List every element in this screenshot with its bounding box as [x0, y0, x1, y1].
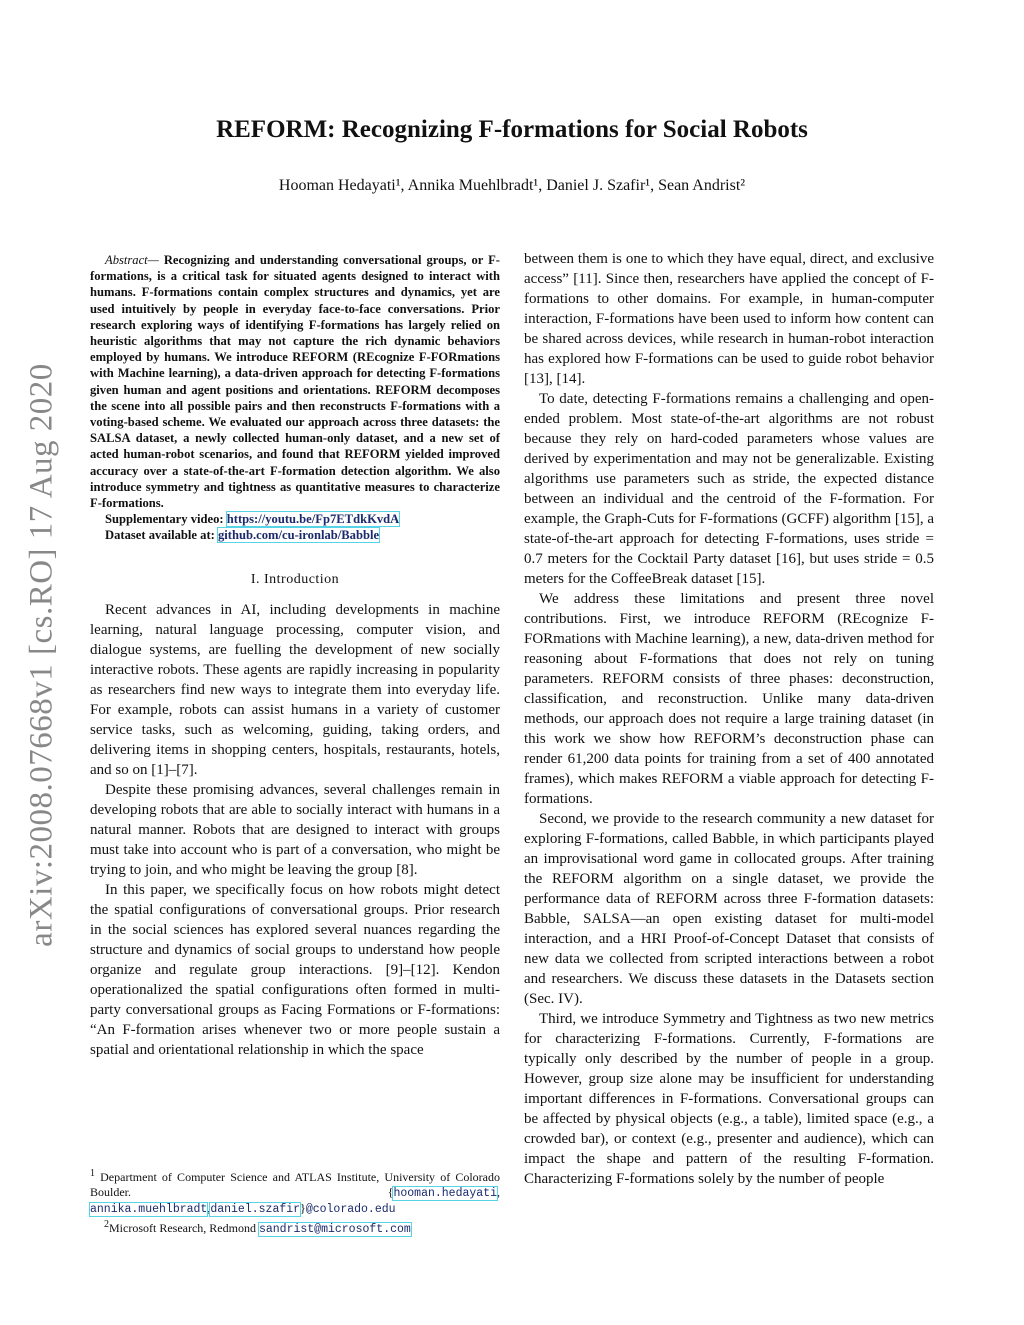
right-paragraph-4: Second, we provide to the research community a new dataset for exploring F-formations, called Babble, in which participants played an improvisational word game in collocated groups. After training the REFORM algorithm on a single dataset, we provide the performance data of REFORM across three F-formation datasets: Babble, SALSA—an open existing dataset for multi-model interaction, and a HRI Proof-of-Concept Dataset that consists of new data we collected from scripted interactions between a robot and researchers. We discuss these datasets in the Datasets section (Sec. IV).: [524, 811, 934, 1007]
email-szafir[interactable]: daniel.szafir: [210, 1203, 301, 1216]
section-heading: I. Introduction: [250, 571, 340, 587]
footnote-1: $^1$ Department of Computer Science and ATLAS Institute, University of Colorado Boulder. {hooman.hedayati, annika.muehlbradt,daniel.szafir}@colorado.edu: [90, 1168, 500, 1216]
email-andrist[interactable]: sandrist@microsoft.com: [258, 1223, 411, 1236]
right-paragraph-5: Third, we introduce Symmetry and Tightness as two new metrics for characterizing F-formations. Currently, F-formations are typically only described by the number of people in a group. However, group size alone may be insufficient for understanding important differences in F-formations. Conversational groups can be affected by physical objects (e.g., a table), limited space (e.g., a crowded bar), or context (e.g., presenter and audience), which can impact the shape and pattern of the resulting F-formation. Characterizing F-formations solely by the number of people: [524, 1011, 934, 1187]
paper-title: REFORM: Recognizing F-formations for Social Robots: [216, 116, 808, 143]
dataset-link[interactable]: github.com/cu-ironlab/Babble: [217, 528, 380, 543]
right-paragraph-2: To date, detecting F-formations remains a challenging and open-ended problem. Most state-of-the-art algorithms are not robust because they rely on hard-coded parameters whose values are derived by experimentation and may not be generalizable. Existing algorithms use parameters such as stride, the expected distance between an individual and the centroid of the F-formation. For example, the Graph-Cuts for F-formations (GCFF) algorithm [15], a state-of-the-art approach for detecting F-formations, uses stride = 0.7 meters for the Cocktail Party dataset [16], but uses stride = 0.5 meters for the CoffeeBreak dataset [15].: [524, 391, 934, 587]
email-hedayati[interactable]: hooman.hedayati: [393, 1187, 497, 1200]
video-link[interactable]: https://youtu.be/Fp7ETdkKvdA: [226, 512, 400, 527]
left-column: [90, 252, 500, 1060]
dataset-line: [105, 527, 500, 543]
intro-paragraph-3: In this paper, we specifically focus on how robots might detect the spatial configurations of conversational groups. Prior research in the social sciences has explored several nuances regarding the structure and dynamics of social groups to understand how people organize and regulate group interactions. [9]–[12]. Kendon operationalized the spatial configurations often formed in multi-party conversational groups as Facing Formations or F-formations: “An F-formation arises whenever two or more people sustain a spatial and orientational relationship in which the space: [90, 881, 500, 1058]
email-muehlbradt[interactable]: annika.muehlbradt: [90, 1203, 208, 1216]
arxiv-id: arXiv:2008.07668v1 [cs.RO] 17 Aug 2020: [23, 363, 60, 947]
footnote-2: $^2$Microsoft Research, Redmond sandrist@microsoft.com: [104, 1219, 411, 1236]
video-line: [105, 511, 500, 527]
author-list: Hooman Hedayati¹, Annika Muehlbradt¹, Daniel J. Szafir¹, Sean Andrist²: [278, 177, 746, 194]
abstract: [90, 252, 500, 511]
footnotes: [90, 1166, 500, 1237]
abstract-text: Recognizing and understanding conversational groups, or F-formations, is a critical task for situated agents designed to interact with humans. F-formations contain complex structures and dynamics, yet are used intuitively by people in everyday face-to-face conversations. Prior research exploring ways of identifying F-formations has largely relied on heuristic algorithms that may not capture the rich dynamic behaviors employed by humans. We introduce REFORM (REcognize F-FORmations with Machine learning), a data-driven approach for detecting F-formations given human and agent positions and orientations. REFORM decomposes the scene into all possible pairs and then reconstructs F-formations with a voting-based scheme. We evaluated our approach across three datasets: the SALSA dataset, a newly collected human-only dataset, and a new set of acted human-robot scenarios, and found that REFORM yielded improved accuracy over a state-of-the-art F-formation detection algorithm. We also introduce symmetry and tightness as quantitative measures to characterize F-formations.: [90, 253, 500, 511]
footnote-1-text: Department of Computer Science and ATLAS Institute, University of Colorado Boulder. {: [90, 1170, 500, 1199]
intro-paragraph-2: Despite these promising advances, several challenges remain in developing robots that are able to socially interact with humans in a natural manner. Robots that are designed to interact with groups must take into account who is part of a conversation, who might be trying to join, and who might be leaving the group [8].: [90, 781, 500, 878]
footnote-2-text: Microsoft Research, Redmond: [109, 1221, 259, 1235]
intro-paragraph-1: Recent advances in AI, including developments in machine learning, natural language processing, computer vision, and dialogue systems, are fuelling the development of new socially interactive robots. These agents are rapidly increasing in popularity as researchers find new ways to integrate them into everyday life. For example, robots can assist humans in a variety of customer service tasks, such as welcoming, guiding, taking orders, and delivering items in shopping centers, hospitals, restaurants, hotels, and so on [1]–[7].: [90, 601, 500, 778]
dataset-label: Dataset available at:: [105, 528, 218, 543]
video-label: Supplementary video:: [105, 512, 227, 527]
right-paragraph-3: We address these limitations and present three novel contributions. First, we introduce REFORM (REcognize F-FORmations with Machine learning), a new, data-driven method for reasoning about F-formations that does not rely on tuning parameters. REFORM consists of three phases: deconstruction, classification, and reconstruction. Unlike many data-driven methods, our approach does not require a large training dataset (in this work we show how REFORM’s deconstruction phase can render 61,200 data points for training from a set of 400 annotated frames), which makes REFORM a viable approach for detecting F-formations.: [524, 591, 934, 807]
abstract-label: Abstract—: [105, 253, 159, 267]
right-paragraph-1: between them is one to which they have equal, direct, and exclusive access” [11]. Since then, researchers have applied the concept of F-formations to other domains. For example, in human-computer interaction, F-formations have been used to inform how content can be shared across devices, while research in human-robot interaction has explored how F-formations can be used to guide robot behavior [13], [14].: [524, 251, 934, 387]
arxiv-sidebar: [18, 335, 66, 975]
right-column: [524, 249, 934, 1189]
supplementary-links: [90, 511, 500, 543]
email-domain: @colorado.edu: [305, 1203, 396, 1216]
